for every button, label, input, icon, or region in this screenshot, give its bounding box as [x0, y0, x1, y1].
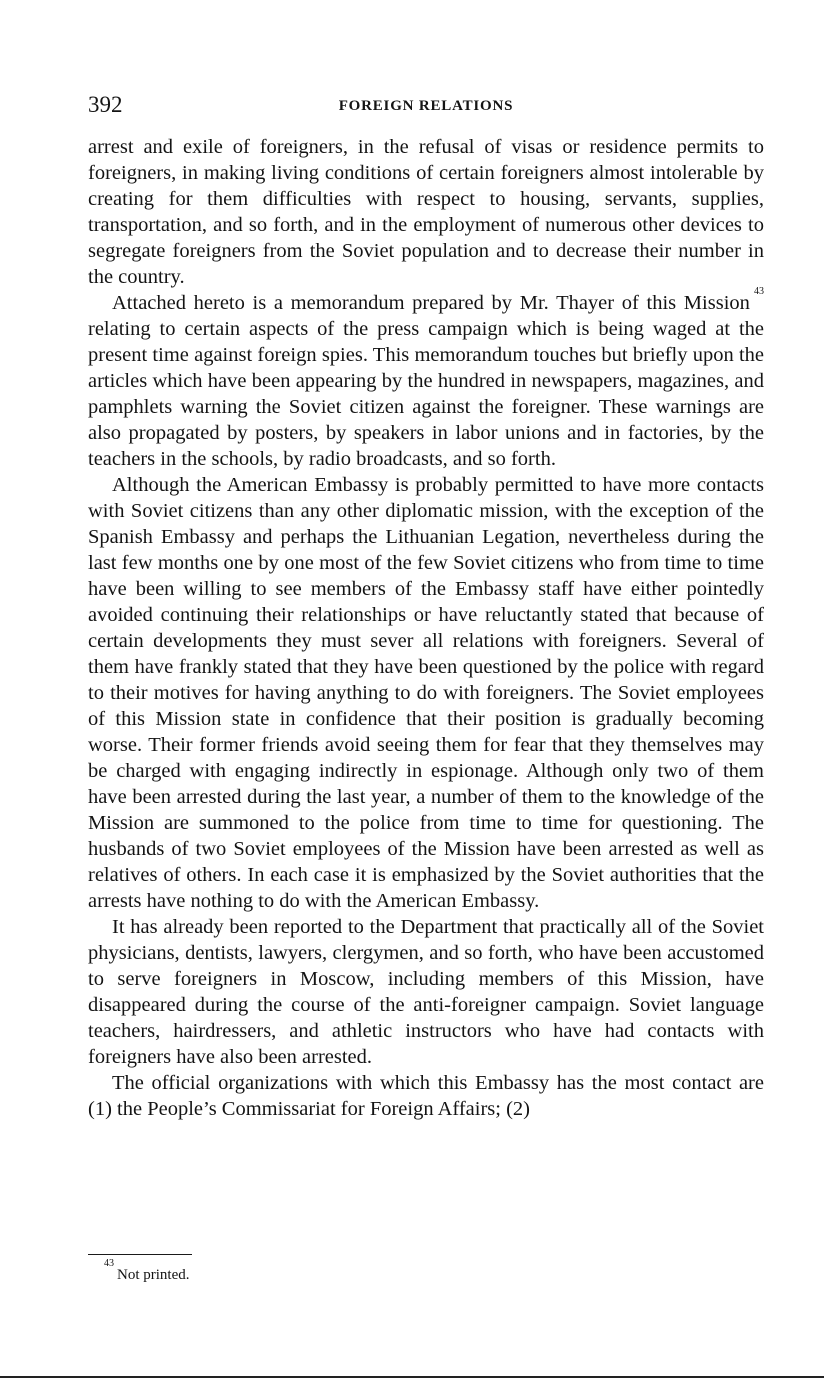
footnote: [104, 1258, 190, 1286]
paragraph-2-text-b: relating to certain aspects of the press campaign which is being waged at the present time against foreign spies. This memorandum touches but briefly upon the articles which have been appearing by the hundred in newspapers, magazines, and pamphlets warning the Soviet citizen against the foreigner. These warnings are also propagated by posters, by speakers in labor unions and in factories, by the teachers in the schools, by radio broadcasts, and so forth.: [88, 318, 764, 470]
paragraph-5: The official organizations with which this Embassy has the most contact are (1) the People’s Commissariat for Foreign Affairs; (2): [88, 1072, 764, 1120]
page-header: [88, 90, 764, 122]
footnote-reference: 43: [754, 286, 764, 298]
page-number: 392: [88, 92, 123, 117]
paragraph-1: arrest and exile of foreigners, in the refusal of visas or residence permits to foreigners, in making living conditions of certain foreigners almost intolerable by creating for them difficulties with respect to housing, servants, supplies, transportation, and so forth, and in the employment of numerous other devices to segregate foreigners from the Soviet population and to decrease their number in the country.: [88, 136, 764, 288]
paragraph-3: Although the American Embassy is probably permitted to have more contacts with Soviet citizens than any other diplomatic mission, with the exception of the Spanish Embassy and perhaps the Lithuanian Legation, nevertheless during the last few months one by one most of the few Soviet citizens who from time to time have been willing to see members of the Embassy staff have either pointedly avoided continuing their relationships or have reluctantly stated that because of certain developments they must sever all relations with foreigners. Several of them have frankly stated that they have been questioned by the police with regard to their motives for having anything to do with foreigners. The Soviet employees of this Mission state in confidence that their position is gradually becoming worse. Their former friends avoid seeing them for fear that they themselves may be charged with engaging indirectly in espionage. Although only two of them have been arrested during the last year, a number of them to the knowledge of the Mission are summoned to the police from time to time for questioning. The husbands of two Soviet employees of the Mission have been arrested as well as relatives of others. In each case it is emphasized by the Soviet authorities that the arrests have nothing to do with the American Embassy.: [88, 474, 764, 912]
footnote-divider: [88, 1254, 192, 1255]
paragraph-4: It has already been reported to the Department that practically all of the Soviet physicians, dentists, lawyers, clergymen, and so forth, who have been accustomed to serve foreigners in Moscow, including members of this Mission, have disappeared during the course of the anti-foreigner campaign. Soviet language teachers, hairdressers, and athletic instructors who have had contacts with foreigners have also been arrested.: [88, 916, 764, 1068]
body-text: [88, 134, 764, 1122]
running-head: FOREIGN RELATIONS: [338, 98, 514, 114]
paragraph-2: [88, 286, 764, 472]
page-bottom-edge: [0, 1376, 824, 1378]
paragraph-2-text-a: Attached hereto is a memorandum prepared by Mr. Thayer of this Mission: [112, 292, 750, 314]
footnote-marker: 43: [104, 1258, 114, 1269]
footnote-text: Not printed.: [117, 1267, 190, 1283]
